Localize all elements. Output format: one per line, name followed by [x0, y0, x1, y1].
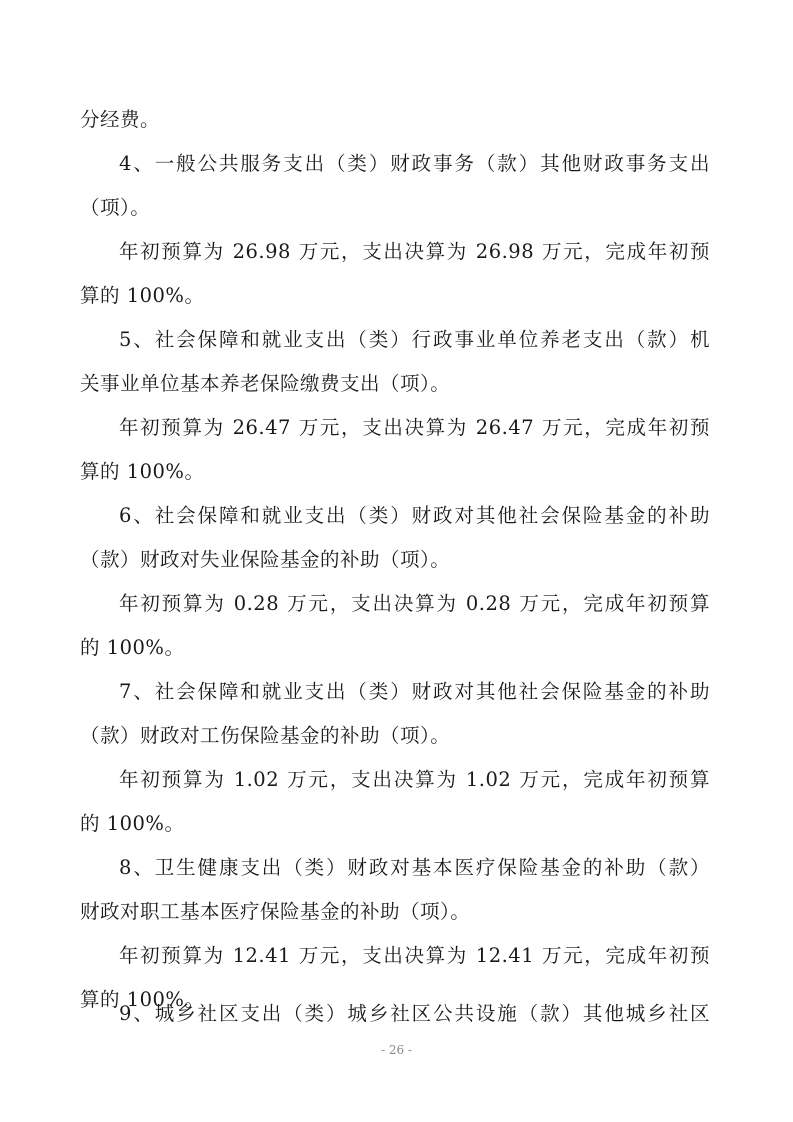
heading-item-5: 5、社会保障和就业支出（类）行政事业单位养老支出（款）机	[119, 328, 710, 351]
text-line: 年初预算为 26.47 万元，支出决算为 26.47 万元，完成年初预	[119, 416, 710, 439]
text-line: 算的 100%。	[80, 988, 205, 1011]
text-line: （项）。	[80, 196, 151, 219]
heading-item-7: 7、社会保障和就业支出（类）财政对其他社会保险基金的补助	[119, 680, 710, 703]
heading-item-8: 8、卫生健康支出（类）财政对基本医疗保险基金的补助（款）	[119, 856, 710, 879]
text-line: 财政对职工基本医疗保险基金的补助（项）。	[80, 900, 471, 923]
heading-item-4: 4、一般公共服务支出（类）财政事务（款）其他财政事务支出	[119, 152, 710, 175]
text-line: 算的 100%。	[80, 460, 205, 483]
text-line: 年初预算为 12.41 万元，支出决算为 12.41 万元，完成年初预	[119, 944, 710, 967]
text-line: 关事业单位基本养老保险缴费支出（项）。	[80, 372, 451, 395]
heading-item-6: 6、社会保障和就业支出（类）财政对其他社会保险基金的补助	[119, 504, 710, 527]
text-line: （款）财政对失业保险基金的补助（项）。	[80, 548, 451, 571]
text-line: 分经费。	[80, 108, 161, 131]
text-line: 的 100%。	[80, 812, 185, 835]
text-line: （款）财政对工伤保险基金的补助（项）。	[80, 724, 451, 747]
heading-item-9: 9、城乡社区支出（类）城乡社区公共设施（款）其他城乡社区	[119, 1002, 710, 1025]
page-number: - 26 -	[380, 1043, 412, 1057]
text-line: 年初预算为 26.98 万元，支出决算为 26.98 万元，完成年初预	[119, 240, 710, 263]
text-line: 年初预算为 1.02 万元，支出决算为 1.02 万元，完成年初预算	[119, 768, 710, 791]
text-line: 年初预算为 0.28 万元，支出决算为 0.28 万元，完成年初预算	[119, 592, 710, 615]
text-line: 算的 100%。	[80, 284, 205, 307]
text-line: 的 100%。	[80, 636, 185, 659]
